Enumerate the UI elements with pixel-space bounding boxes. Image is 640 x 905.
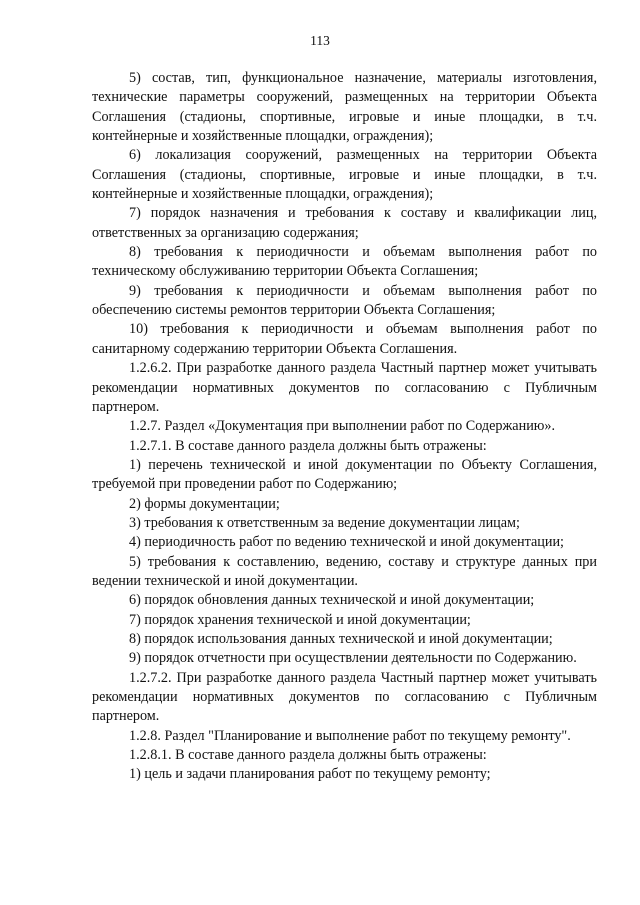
section-heading: 1.2.8. Раздел "Планирование и выполнение работ по текущему ремонту". [129, 727, 571, 744]
document-body [92, 69, 597, 785]
list-item: 7) порядок хранения технической и иной документации; [129, 611, 471, 628]
list-item: 6) порядок обновления данных технической и иной документации; [129, 592, 535, 609]
list-item: 3) требования к ответственным за ведение документации лицам; [129, 514, 520, 531]
list-item: 2) формы документации; [129, 495, 280, 512]
list-item: 5) требования к составлению, ведению, составу и структуре данных при ведении технической и иной документации. [92, 553, 597, 589]
list-item: 9) порядок отчетности при осуществлении деятельности по Содержанию. [129, 650, 577, 667]
list-item: 6) локализация сооружений, размещенных на территории Объекта Соглашения (стадионы, спортивные, игровые и иные площадки, в т.ч. контейнерные и хозяйственные площадки, ограждения); [92, 147, 597, 203]
list-item: 1) перечень технической и иной документации по Объекту Соглашения, требуемой при проведении работ по Содержанию; [92, 456, 597, 493]
clause-paragraph: 1.2.7.1. В составе данного раздела должны быть отражены: [129, 437, 487, 454]
clause-paragraph: 1.2.7.2. При разработке данного раздела Частный партнер может учитывать рекомендации нормативных документов по согласованию с Публичным партнером. [92, 669, 597, 725]
section-heading: 1.2.7. Раздел «Документация при выполнении работ по Содержанию». [129, 418, 556, 435]
list-item: 1) цель и задачи планирования работ по текущему ремонту; [129, 766, 491, 783]
list-item: 4) периодичность работ по ведению технической и иной документации; [129, 534, 564, 551]
page-number: 113 [310, 33, 330, 48]
list-item: 8) требования к периодичности и объемам выполнения работ по техническому обслуживанию территории Объекта Соглашения; [92, 244, 597, 280]
clause-paragraph: 1.2.6.2. При разработке данного раздела Частный партнер может учитывать рекомендации нормативных документов по согласованию с Публичным партнером. [92, 360, 597, 415]
list-item: 10) требования к периодичности и объемам выполнения работ по санитарному содержанию территории Объекта Соглашения. [92, 321, 597, 357]
list-item: 8) порядок использования данных технической и иной документации; [129, 630, 553, 647]
list-item: 7) порядок назначения и требования к составу и квалификации лиц, ответственных за организацию содержания; [92, 205, 597, 241]
list-item: 9) требования к периодичности и объемам выполнения работ по обеспечению системы ремонтов территории Объекта Соглашения; [92, 282, 597, 319]
list-item: 5) состав, тип, функциональное назначение, материалы изготовления, технические параметры сооружений, размещенных на территории Объекта Соглашения (стадионы, спортивные, игровые и иные площадки, в т.ч. контейнерные и хозяйственные площадки, ограждения); [92, 70, 597, 145]
clause-paragraph: 1.2.8.1. В составе данного раздела должны быть отражены: [129, 747, 487, 764]
